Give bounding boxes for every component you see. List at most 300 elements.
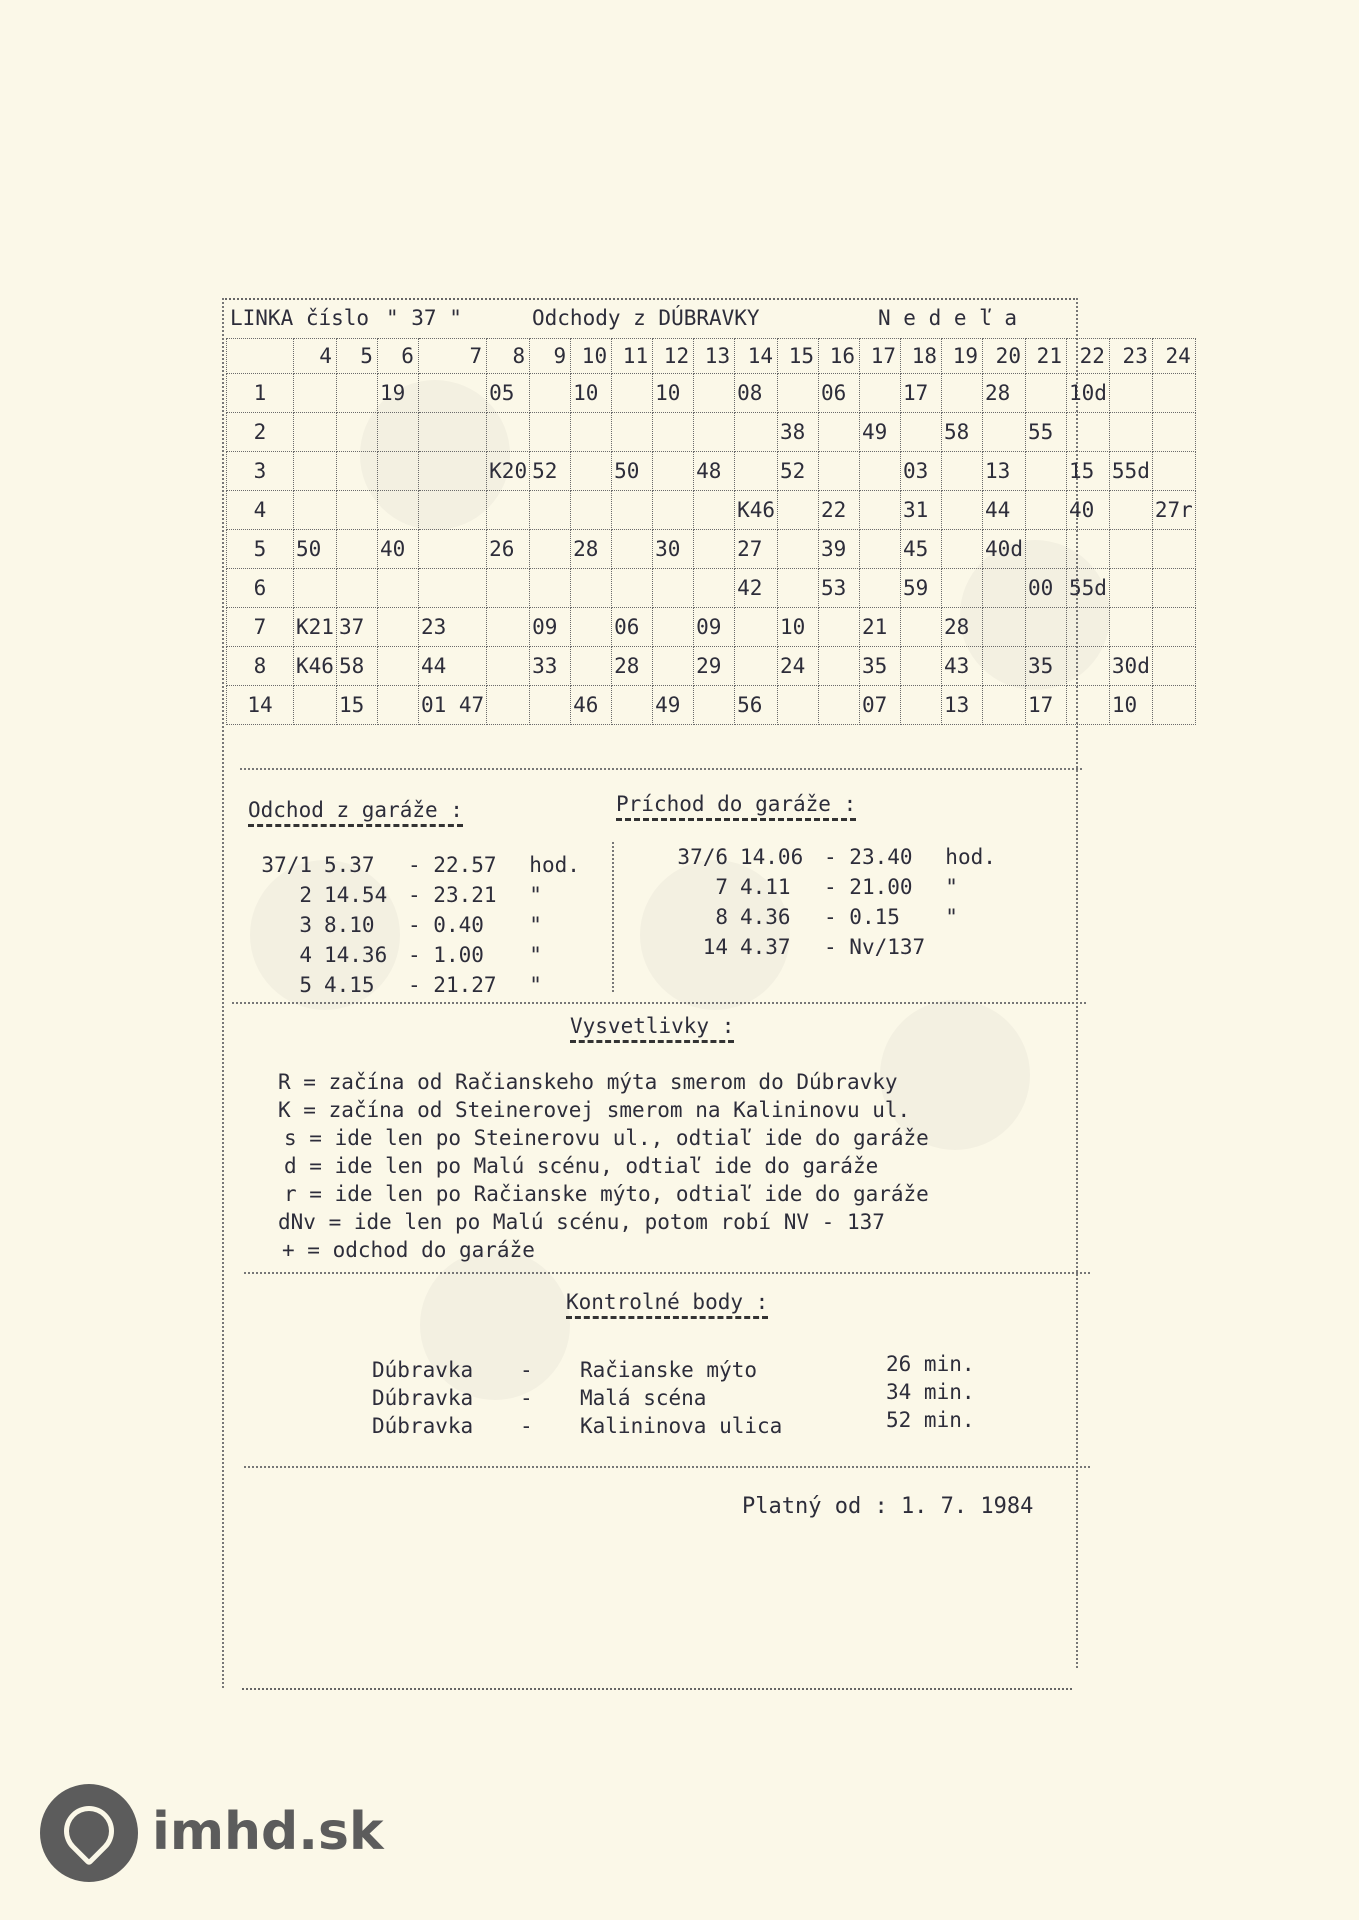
departure-cell [530,491,571,530]
departure-cell [418,374,486,413]
hour-header: 5 [336,339,377,374]
checkpoint-to: Račianske mýto [580,1358,758,1382]
hour-header: 11 [612,339,653,374]
checkpoint-dash: - [520,1414,533,1438]
garage-item [664,932,996,962]
departure-cell: 23 [418,608,486,647]
departure-cell [487,686,530,725]
departure-cell: K21 [294,608,337,647]
hour-header: 8 [487,339,530,374]
departure-cell [653,647,694,686]
departure-cell: 01 47 [418,686,486,725]
legend-item: r = ide len po Račianske mýto, odtiaľ ide do garáže [284,1182,929,1206]
departure-cell: 52 [530,452,571,491]
departure-cell [377,608,418,647]
departure-cell: 55 [1025,413,1066,452]
departure-cell [983,647,1026,686]
departure-cell [612,569,653,608]
day-label: N e d e ľ a [878,306,1018,330]
departure-cell [1152,413,1195,452]
hour-header: 13 [694,339,735,374]
checkpoint-time: 52 min. [886,1408,975,1432]
departure-cell [1066,647,1109,686]
dash: - [824,875,850,899]
departure-cell [1066,413,1109,452]
departure-cell: 13 [942,686,983,725]
checkpoints-title: Kontrolné body : [566,1290,768,1314]
garage-item [248,850,580,880]
legend-title: Vysvetlivky : [570,1014,734,1038]
departure-cell [1066,686,1109,725]
departure-cell [1109,491,1152,530]
garage-unit: " [529,973,542,997]
departure-cell [778,569,819,608]
departure-cell: 00 [1025,569,1066,608]
garage-out-list [248,850,580,1000]
departure-cell [983,413,1026,452]
departure-cell [336,374,377,413]
departure-cell [1152,530,1195,569]
table-row [227,647,1196,686]
departure-cell: 33 [530,647,571,686]
checkpoint-from: Dúbravka [372,1414,474,1438]
departure-cell [942,530,983,569]
departure-cell [735,608,778,647]
garage-from: 4.36 [740,905,791,929]
garage-id: 4 [299,943,312,967]
garage-item [248,880,580,910]
table-row [227,530,1196,569]
departure-cell [418,530,486,569]
departure-cell [1109,374,1152,413]
garage-to: 0.40 [433,913,484,937]
garage-from: 8.10 [324,913,375,937]
table-row [227,413,1196,452]
departure-cell: 28 [612,647,653,686]
departure-cell: 49 [653,686,694,725]
departure-cell [612,413,653,452]
brand-logo[interactable] [40,1784,384,1884]
garage-item [248,940,580,970]
row-label: 5 [227,530,294,569]
timetable-header [228,300,1078,336]
garage-unit: " [529,913,542,937]
garage-unit: " [945,875,958,899]
departure-cell [942,491,983,530]
departure-cell: K46 [735,491,778,530]
hour-header: 12 [653,339,694,374]
departure-cell: 24 [778,647,819,686]
departure-cell [1066,530,1109,569]
departure-cell [336,569,377,608]
departure-cell: 35 [1025,647,1066,686]
departure-cell [901,686,942,725]
departure-cell: 31 [901,491,942,530]
garage-id: 14 [702,935,728,959]
departure-cell [1025,374,1066,413]
departure-cell: 37 [336,608,377,647]
departure-cell [418,452,486,491]
garage-id: 5 [299,973,312,997]
divider [244,1466,1090,1468]
departure-cell [901,413,942,452]
departure-cell [294,491,337,530]
departure-cell: 09 [530,608,571,647]
departure-cell [694,530,735,569]
garage-from: 5.37 [324,853,375,877]
departure-cell [735,452,778,491]
row-label: 6 [227,569,294,608]
legend-item: dNv = ide len po Malú scénu, potom robí NV - 137 [278,1210,885,1234]
departure-cell [377,452,418,491]
garage-to: 23.21 [433,883,497,907]
garage-unit: hod. [529,853,580,877]
hour-header: 4 [294,339,337,374]
departure-cell [612,374,653,413]
garage-to: 22.57 [433,853,497,877]
departure-cell [819,413,860,452]
dash: - [824,935,850,959]
departure-grid [226,338,1196,725]
garage-unit: hod. [945,845,996,869]
departure-cell: 17 [901,374,942,413]
departure-cell [860,569,901,608]
departure-cell [942,452,983,491]
dash: - [408,973,434,997]
garage-item [248,910,580,940]
line-label: LINKA číslo [230,306,370,330]
departure-cell [1152,374,1195,413]
departure-cell [1109,413,1152,452]
garage-from: 4.15 [324,973,375,997]
departure-cell: 56 [735,686,778,725]
departure-cell [735,413,778,452]
departure-cell [860,491,901,530]
garage-in-title: Príchod do garáže : [616,792,856,816]
garage-from: 14.36 [324,943,388,967]
departure-cell: 29 [694,647,735,686]
departure-cell [1025,530,1066,569]
table-row [227,491,1196,530]
departure-cell: 49 [860,413,901,452]
brand-name: imhd.sk [152,1802,384,1862]
departure-cell [571,452,612,491]
hour-header: 20 [983,339,1026,374]
departure-cell: 50 [612,452,653,491]
departure-cell [694,374,735,413]
departure-cell [653,452,694,491]
hour-header: 23 [1109,339,1152,374]
divider [244,1272,1090,1274]
departure-cell [294,413,337,452]
departure-cell: 21 [860,608,901,647]
departure-cell: 50 [294,530,337,569]
dash: - [824,905,850,929]
departure-cell: 28 [942,608,983,647]
departure-cell: 15 [336,686,377,725]
departure-cell: 08 [735,374,778,413]
divider [612,842,614,992]
departure-cell: 40 [1066,491,1109,530]
departure-cell [653,608,694,647]
departure-cell [377,491,418,530]
departure-cell [860,374,901,413]
departure-cell [530,686,571,725]
departure-cell [530,374,571,413]
departure-cell: 22 [819,491,860,530]
departure-cell: 10d [1066,374,1109,413]
departure-cell [487,491,530,530]
dash: - [408,853,434,877]
departure-cell [530,413,571,452]
departure-cell: 05 [487,374,530,413]
garage-to: Nv/137 [849,935,926,959]
departure-cell: 27 [735,530,778,569]
departure-cell [819,608,860,647]
departure-cell: 03 [901,452,942,491]
departure-cell: 30 [653,530,694,569]
garage-from: 14.06 [740,845,804,869]
departure-cell: 09 [694,608,735,647]
checkpoint-from: Dúbravka [372,1358,474,1382]
departure-cell [778,491,819,530]
checkpoint-dash: - [520,1386,533,1410]
departure-cell [377,686,418,725]
departure-cell [571,647,612,686]
departure-cell [377,647,418,686]
row-label: 4 [227,491,294,530]
departure-cell: 58 [942,413,983,452]
departure-cell [901,608,942,647]
departure-cell [901,647,942,686]
garage-from: 4.37 [740,935,791,959]
hour-header: 15 [778,339,819,374]
departure-cell: 30d [1109,647,1152,686]
hour-header: 24 [1152,339,1195,374]
table-row [227,452,1196,491]
departure-cell [1152,608,1195,647]
departure-cell [571,569,612,608]
departure-cell: 10 [778,608,819,647]
checkpoint-time: 34 min. [886,1380,975,1404]
departure-cell [571,491,612,530]
departure-cell: 44 [983,491,1026,530]
departure-cell: 52 [778,452,819,491]
departure-cell: 26 [487,530,530,569]
departure-cell: 53 [819,569,860,608]
departure-cell [294,452,337,491]
departure-cell [653,569,694,608]
departure-cell: 43 [942,647,983,686]
garage-id: 37/6 [677,845,728,869]
departure-cell [694,491,735,530]
departure-cell [653,413,694,452]
departure-cell [983,569,1026,608]
hour-header: 16 [819,339,860,374]
garage-id: 37/1 [261,853,312,877]
departure-cell [1152,569,1195,608]
departure-cell [487,647,530,686]
table-row [227,569,1196,608]
hour-header: 6 [377,339,418,374]
departure-cell: 17 [1025,686,1066,725]
departure-cell [778,374,819,413]
departure-cell [860,530,901,569]
departure-cell [1066,608,1109,647]
dash: - [408,943,434,967]
dash: - [408,913,434,937]
departure-cell [983,608,1026,647]
garage-id: 8 [715,905,728,929]
garage-to: 21.27 [433,973,497,997]
departure-cell [1152,452,1195,491]
garage-from: 4.11 [740,875,791,899]
departure-cell: 48 [694,452,735,491]
departure-cell [418,491,486,530]
garage-unit: " [945,905,958,929]
departure-cell [294,569,337,608]
departure-cell [294,686,337,725]
table-row [227,686,1196,725]
garage-id: 2 [299,883,312,907]
departure-cell [530,530,571,569]
garage-out-title: Odchod z garáže : [248,798,463,822]
bus-pin-icon [40,1784,138,1882]
row-label: 2 [227,413,294,452]
departure-cell [1109,608,1152,647]
departure-cell [694,569,735,608]
departure-cell: 45 [901,530,942,569]
garage-to: 1.00 [433,943,484,967]
hour-header: 18 [901,339,942,374]
hour-header: 22 [1066,339,1109,374]
table-row [227,374,1196,413]
departure-cell [694,413,735,452]
row-label: 3 [227,452,294,491]
departure-cell: 06 [612,608,653,647]
departure-cell [571,608,612,647]
checkpoint-dash: - [520,1358,533,1382]
departure-cell [1109,530,1152,569]
garage-in-list [664,842,996,962]
departure-cell [612,530,653,569]
checkpoint-from: Dúbravka [372,1386,474,1410]
departures-from: Odchody z DÚBRAVKY [532,306,760,330]
valid-from: Platný od : 1. 7. 1984 [742,1494,1034,1519]
garage-from: 14.54 [324,883,388,907]
departure-cell [336,491,377,530]
departure-cell: 10 [571,374,612,413]
checkpoint-time: 26 min. [886,1352,975,1376]
garage-to: 23.40 [849,845,913,869]
garage-item [664,902,996,932]
hour-header: 14 [735,339,778,374]
divider [240,768,1082,770]
departure-cell [983,686,1026,725]
departure-cell [336,413,377,452]
garage-to: 0.15 [849,905,900,929]
departure-cell: 28 [571,530,612,569]
departure-cell [1025,452,1066,491]
departure-cell: 39 [819,530,860,569]
departure-cell: 59 [901,569,942,608]
hour-header: 10 [571,339,612,374]
checkpoint-to: Malá scéna [580,1386,707,1410]
departure-cell: 44 [418,647,486,686]
departure-cell: 40d [983,530,1026,569]
hour-header: 7 [418,339,486,374]
departure-cell [1152,647,1195,686]
departure-cell [819,686,860,725]
legend-item: K = začína od Steinerovej smerom na Kalininovu ul. [278,1098,911,1122]
departure-cell [942,569,983,608]
departure-cell [418,413,486,452]
departure-cell: 10 [653,374,694,413]
departure-cell [487,413,530,452]
departure-cell: 10 [1109,686,1152,725]
departure-cell [778,530,819,569]
hour-header: 17 [860,339,901,374]
dash: - [408,883,434,907]
hour-header: 19 [942,339,983,374]
departure-cell [653,491,694,530]
legend-item: + = odchod do garáže [282,1238,535,1262]
garage-item [664,872,996,902]
departure-cell [612,491,653,530]
hour-header: 9 [530,339,571,374]
departure-cell: 55d [1109,452,1152,491]
departure-cell [860,452,901,491]
departure-cell [735,647,778,686]
departure-cell [336,452,377,491]
hour-header: 21 [1025,339,1066,374]
departure-cell [571,413,612,452]
row-label: 14 [227,686,294,725]
departure-cell: 06 [819,374,860,413]
garage-to: 21.00 [849,875,913,899]
departure-cell: 35 [860,647,901,686]
departure-cell: 13 [983,452,1026,491]
departure-cell [819,647,860,686]
departure-cell [487,608,530,647]
departure-cell [1109,569,1152,608]
departure-cell: 15 [1066,452,1109,491]
legend-item: R = začína od Račianskeho mýta smerom do Dúbravky [278,1070,898,1094]
garage-item [664,842,996,872]
checkpoint-to: Kalininova ulica [580,1414,783,1438]
departure-cell [377,569,418,608]
legend-list [278,1068,929,1264]
departure-cell [694,686,735,725]
departure-cell [778,686,819,725]
corner-cell [227,339,294,374]
line-number: " 37 " [386,306,462,330]
garage-id: 7 [715,875,728,899]
departure-cell [942,374,983,413]
garage-item [248,970,580,1000]
departure-cell [336,530,377,569]
garage-unit: " [529,883,542,907]
departure-cell [1152,686,1195,725]
dash: - [824,845,850,869]
garage-unit: " [529,943,542,967]
row-label: 8 [227,647,294,686]
departure-cell: 55d [1066,569,1109,608]
divider [232,1002,1086,1004]
departure-cell [1025,491,1066,530]
departure-cell: 19 [377,374,418,413]
row-label: 1 [227,374,294,413]
